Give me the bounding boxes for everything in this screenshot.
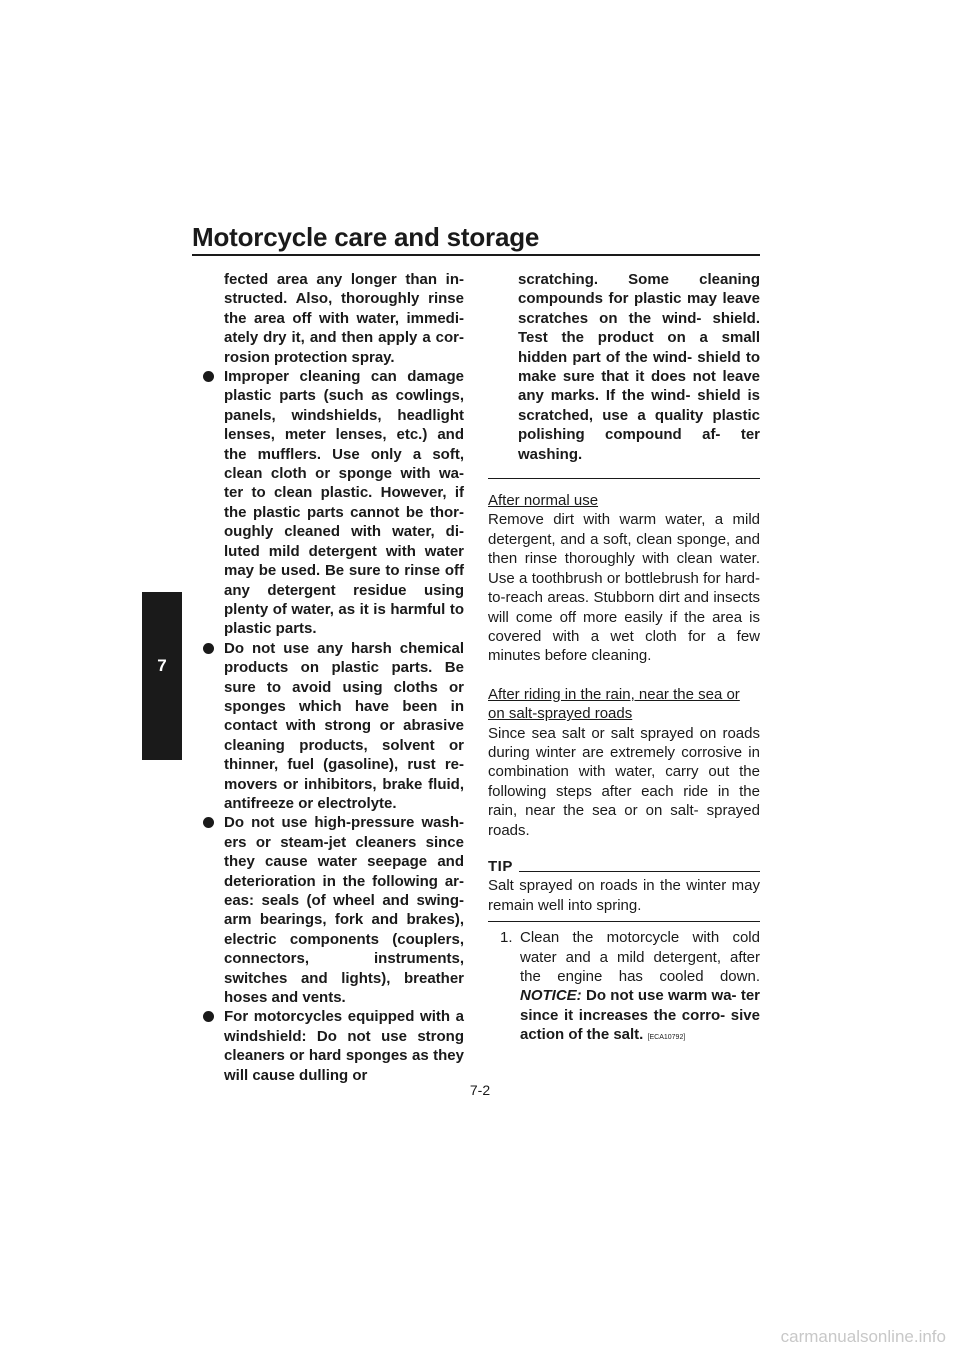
page-title: Motorcycle care and storage bbox=[192, 222, 540, 252]
tip-label: TIP bbox=[488, 857, 513, 875]
list-item bbox=[196, 1007, 464, 1085]
bullet-icon bbox=[203, 371, 214, 382]
section-body-rain-sea: Since sea salt or salt sprayed on roads during winter are extremely corrosive in combination with water, carry out the following steps after each ride in the rain, near the sea or on salt- sprayed roads. bbox=[488, 724, 760, 839]
list-item bbox=[196, 367, 464, 639]
list-item bbox=[196, 639, 464, 814]
chapter-tab bbox=[142, 592, 182, 760]
left-column bbox=[196, 270, 464, 1085]
section-body-normal-use: Remove dirt with warm water, a mild detergent, and a soft, clean sponge, and then rinse thoroughly with clean water. Use a toothbrush or bottlebrush for hard-to-reach areas. Stubborn dirt and insects will come off more easily if the area is covered with a wet cloth for a few minutes before cleaning. bbox=[488, 511, 760, 665]
step-number: 1. bbox=[500, 929, 513, 947]
bullet-icon bbox=[203, 643, 214, 654]
list-item-text: Do not use high-pressure wash- ers or steam-jet cleaners since they cause water seepage and deterioration in the following ar- eas: seals (of wheel and swing- arm bearings, fork and brakes), electric components (couplers, connectors, instruments, switches and lights), breather hoses and vents. bbox=[224, 814, 464, 1007]
section-heading-rain-sea: After riding in the rain, near the sea or on salt-sprayed roads bbox=[488, 685, 740, 723]
notice-text: Do not use warm wa- ter since it increases the corro- sive action of the salt. bbox=[520, 987, 760, 1044]
list-item-text: Improper cleaning can damage plastic parts (such as cowlings, panels, windshields, headlight lenses, meter lenses, etc.) and the mufflers. Use only a soft, clean cloth or sponge with wa- ter to clean plastic. However, if the plastic parts cannot be thor- oughly cleaned with water, di- luted mild detergent with water may be used. Be sure to rinse off any detergent residue using plenty of water, as it is harmful to plastic parts. bbox=[224, 368, 464, 638]
tip-text: Salt sprayed on roads in the winter may remain well into spring. bbox=[488, 877, 760, 914]
caution-end-divider bbox=[488, 478, 760, 479]
bullet-icon bbox=[203, 1011, 214, 1022]
title-divider bbox=[192, 254, 760, 256]
tip-divider bbox=[519, 871, 760, 872]
watermark: carmanualsonline.info bbox=[780, 1327, 946, 1346]
tip-header bbox=[488, 857, 760, 876]
step-text: Clean the motorcycle with cold water and a mild detergent, after the engine has cooled down. bbox=[520, 929, 760, 985]
notice-block bbox=[520, 987, 760, 1043]
list-item-text: For motorcycles equipped with a windshield: Do not use strong cleaners or hard sponges as they will cause dulling or bbox=[224, 1008, 464, 1084]
chapter-number: 7 bbox=[157, 656, 167, 675]
step-item bbox=[488, 928, 760, 1047]
tip-end-divider bbox=[488, 921, 760, 922]
bullet-icon bbox=[203, 817, 214, 828]
section-heading-normal-use: After normal use bbox=[488, 492, 599, 510]
page-number: 7-2 bbox=[469, 1082, 491, 1098]
list-item-text: Do not use any harsh chemical products on plastic parts. Be sure to avoid using cloths or sponges which have been in contact with strong or abrasive cleaning products, solvent or thinner, fuel (gasoline), rust re- movers or inhibitors, brake fluid, antifreeze or electrolyte. bbox=[224, 639, 464, 812]
continued-text: fected area any longer than in- structed. Also, thoroughly rinse the area off with water, immedi- ately dry it, and then apply a cor- rosion protection spray. bbox=[224, 271, 464, 366]
notice-label: NOTICE: bbox=[520, 987, 582, 1005]
continued-warning-text: scratching. Some cleaning compounds for plastic may leave scratches on the wind- shield. Test the product on a small hidden part of the wind- shield to make sure that it does not leave any marks. If the wind- shield is scratched, use a quality plastic polishing compound af- ter washing. bbox=[518, 271, 760, 463]
right-column bbox=[488, 270, 760, 1048]
notice-code: [ECA10792] bbox=[647, 1034, 686, 1042]
list-item bbox=[196, 813, 464, 1007]
